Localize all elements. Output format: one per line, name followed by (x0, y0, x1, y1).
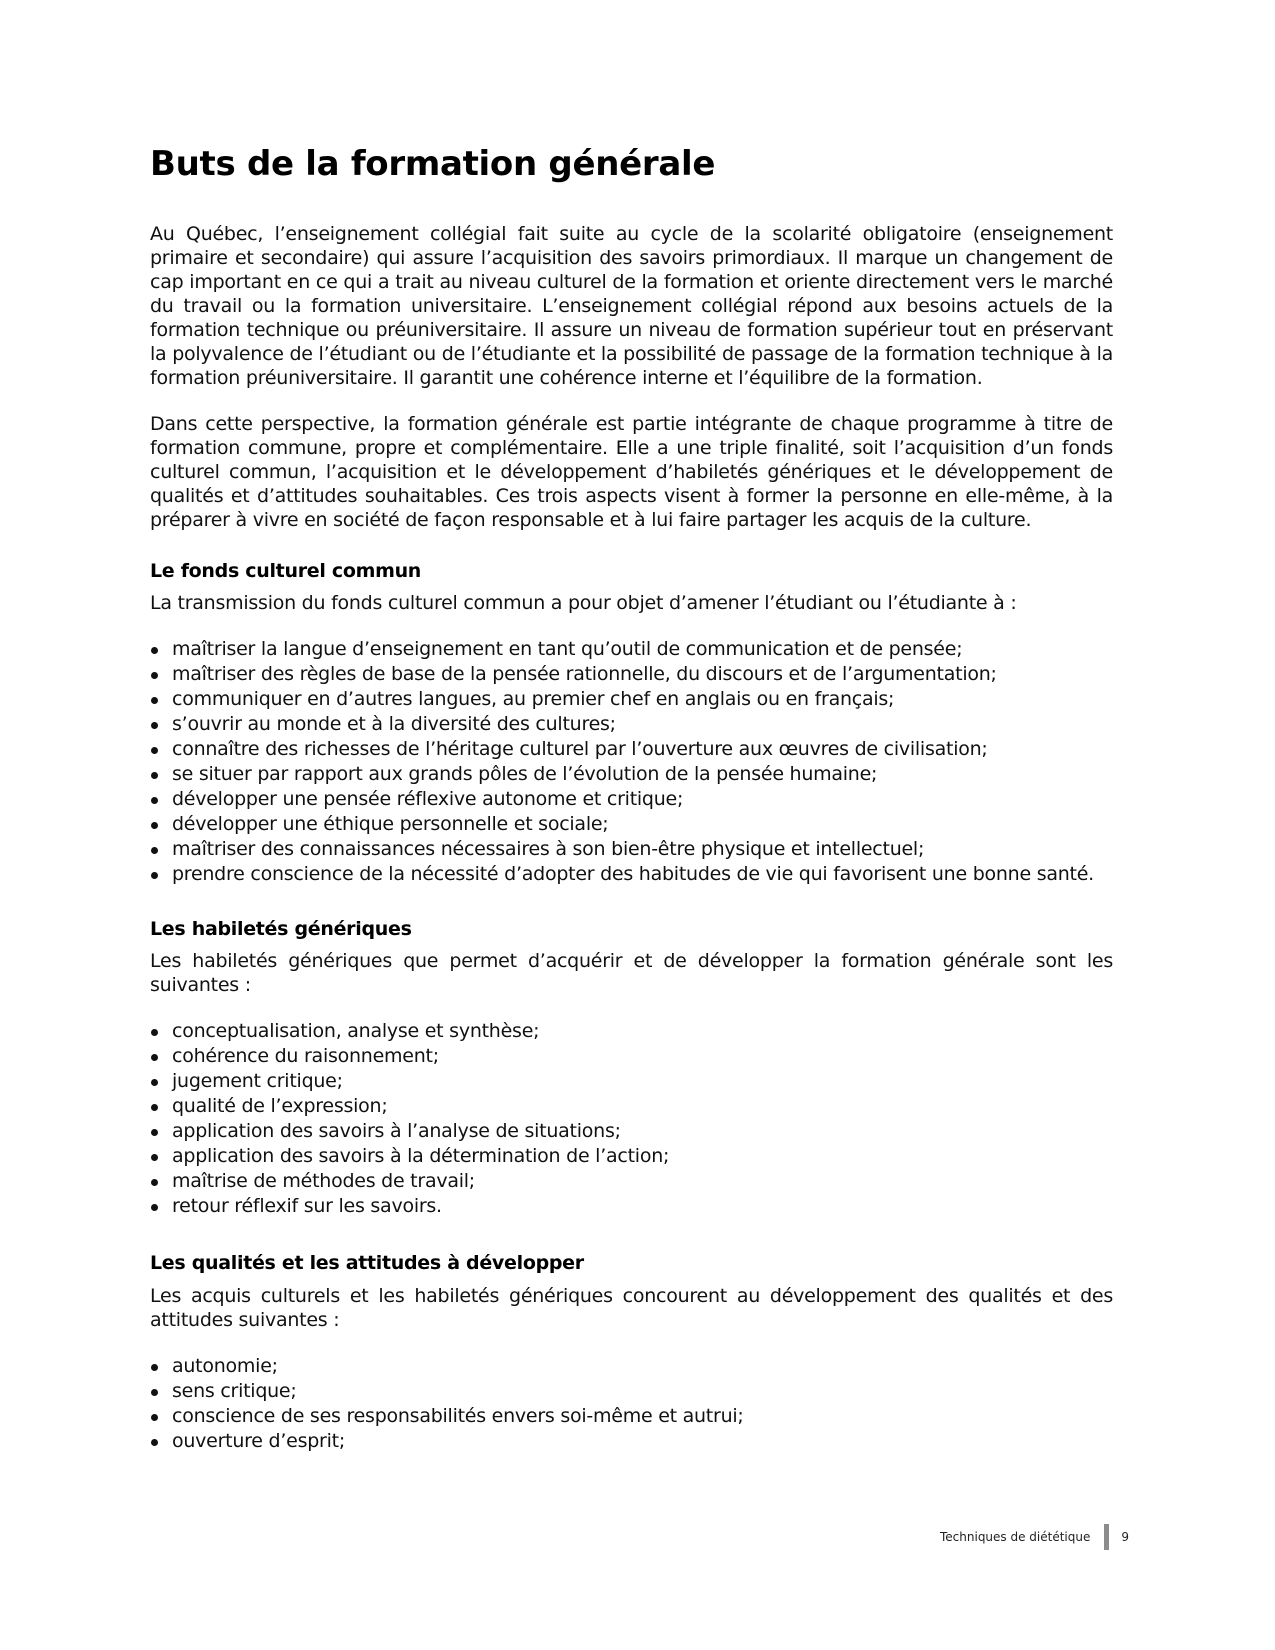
page-number: 9 (1121, 1530, 1130, 1544)
list-item: communiquer en d’autres langues, au premier chef en anglais ou en français; (150, 687, 1113, 712)
list-item: maîtrise de méthodes de travail; (150, 1169, 1113, 1194)
bullet-icon (151, 1414, 158, 1421)
intro-paragraph-2: Dans cette perspective, la formation générale est partie intégrante de chaque programme à titre de formation commune, propre et complémentaire. Elle a une triple finalité, soit l’acquisition d’un fonds culturel commun, l’acquisition et le développement d’habiletés génériques et le développement de qualités et d’attitudes souhaitables. Ces trois aspects visent à former la personne en elle-même, à la préparer à vivre en société de façon responsable et à lui faire partager les acquis de la culture. (150, 413, 1113, 531)
list-item: s’ouvrir au monde et à la diversité des cultures; (150, 712, 1113, 737)
bullet-icon (151, 1054, 158, 1061)
bullet-icon (151, 872, 158, 879)
bullet-icon (151, 697, 158, 704)
list-item: développer une éthique personnelle et sociale; (150, 812, 1113, 837)
bullet-icon (151, 672, 158, 679)
section-heading-habiletes: Les habiletés génériques (150, 918, 412, 940)
list-item: développer une pensée réflexive autonome et critique; (150, 787, 1113, 812)
fonds-culturel-list (150, 637, 1113, 887)
bullet-icon (151, 722, 158, 729)
list-item: application des savoirs à la détermination de l’action; (150, 1144, 1113, 1169)
bullet-icon (151, 1179, 158, 1186)
habiletes-list (150, 1019, 1113, 1219)
bullet-icon (151, 1029, 158, 1036)
bullet-icon (151, 847, 158, 854)
list-item: cohérence du raisonnement; (150, 1044, 1113, 1069)
list-item: ouverture d’esprit; (150, 1429, 1113, 1454)
list-item: maîtriser des règles de base de la pensée rationnelle, du discours et de l’argumentation; (150, 662, 1113, 687)
bullet-icon (151, 1204, 158, 1211)
intro-paragraph-1: Au Québec, l’enseignement collégial fait suite au cycle de la scolarité obligatoire (enseignement primaire et secondaire) qui assure l’acquisition des savoirs primordiaux. Il marque un changement de cap important en ce qui a trait au niveau culturel de la formation et oriente directement vers le marché du travail ou la formation universitaire. L’enseignement collégial répond aux besoins actuels de la formation technique ou préuniversitaire. Il assure un niveau de formation supérieur tout en préservant la polyvalence de l’étudiant ou de l’étudiante et la possibilité de passage de la formation technique à la formation préuniversitaire. Il garantit une cohérence interne et l’équilibre de la formation. (150, 223, 1113, 389)
bullet-icon (151, 647, 158, 654)
list-item: retour réflexif sur les savoirs. (150, 1194, 1113, 1219)
section-intro-fonds-culturel: La transmission du fonds culturel commun a pour objet d’amener l’étudiant ou l’étudiante à : (150, 592, 1017, 614)
page-title: Buts de la formation générale (150, 144, 716, 184)
section-heading-fonds-culturel: Le fonds culturel commun (150, 560, 422, 582)
list-item: conceptualisation, analyse et synthèse; (150, 1019, 1113, 1044)
bullet-icon (151, 772, 158, 779)
bullet-icon (151, 1129, 158, 1136)
list-item: jugement critique; (150, 1069, 1113, 1094)
bullet-icon (151, 1364, 158, 1371)
qualites-list (150, 1354, 1113, 1454)
bullet-icon (151, 822, 158, 829)
list-item: conscience de ses responsabilités envers soi-même et autrui; (150, 1404, 1113, 1429)
section-intro-habiletes: Les habiletés génériques que permet d’acquérir et de développer la formation générale sont les suivantes : (150, 950, 1113, 996)
bullet-icon (151, 747, 158, 754)
list-item: maîtriser des connaissances nécessaires à son bien-être physique et intellectuel; (150, 837, 1113, 862)
page-footer (940, 1524, 1129, 1550)
bullet-icon (151, 1389, 158, 1396)
list-item: qualité de l’expression; (150, 1094, 1113, 1119)
list-item: application des savoirs à l’analyse de situations; (150, 1119, 1113, 1144)
list-item: sens critique; (150, 1379, 1113, 1404)
section-heading-qualites: Les qualités et les attitudes à développer (150, 1252, 584, 1274)
list-item: maîtriser la langue d’enseignement en tant qu’outil de communication et de pensée; (150, 637, 1113, 662)
bullet-icon (151, 797, 158, 804)
list-item: connaître des richesses de l’héritage culturel par l’ouverture aux œuvres de civilisation; (150, 737, 1113, 762)
list-item: prendre conscience de la nécessité d’adopter des habitudes de vie qui favorisent une bonne santé. (150, 862, 1113, 887)
bullet-icon (151, 1154, 158, 1161)
bullet-icon (151, 1439, 158, 1446)
section-intro-qualites: Les acquis culturels et les habiletés génériques concourent au développement des qualités et des attitudes suivantes : (150, 1285, 1113, 1331)
footer-document-name: Techniques de diététique (940, 1530, 1091, 1544)
list-item: se situer par rapport aux grands pôles de l’évolution de la pensée humaine; (150, 762, 1113, 787)
list-item: autonomie; (150, 1354, 1113, 1379)
bullet-icon (151, 1079, 158, 1086)
footer-divider (1104, 1524, 1109, 1550)
bullet-icon (151, 1104, 158, 1111)
